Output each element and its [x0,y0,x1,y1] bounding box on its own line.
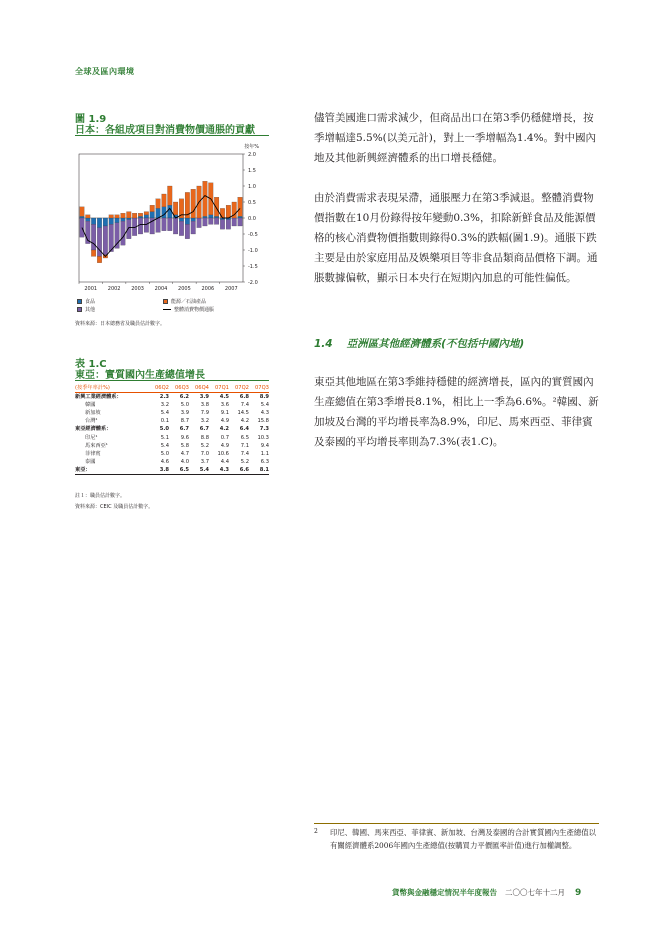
cell-value: 4.9 [220,442,229,449]
cell-value: 3.8 [200,402,209,409]
bar-segment [209,215,214,218]
bar-segment [185,218,190,224]
cell-value: 6.6 [229,466,249,475]
bar-segment [144,212,149,215]
cell-value: 7.9 [200,410,209,417]
y-tick-label: 1.0 [248,183,256,190]
cell-value: 6.3 [260,458,269,465]
bar-segment [226,220,231,230]
bar-segment [214,197,219,216]
bar-segment [203,181,208,216]
cell-value: 1.1 [260,450,269,457]
cell-value: 14.5 [237,410,249,417]
row-label: 韓國 [85,402,96,409]
table-header-col: 06Q2 [149,384,169,393]
table-header-col: 06Q4 [189,384,209,393]
bar-segment [173,202,178,215]
row-label: 新興工業經濟體系： [75,394,122,401]
legend-line-headline [163,309,171,310]
bar-segment [191,189,196,218]
cell-value: 6.5 [240,434,249,441]
cell-value: 9.4 [260,442,269,449]
bar-segment [232,218,237,226]
table-title: 東亞：實質國內生產總值增長 [75,370,205,381]
cell-value: 7.3 [259,426,269,433]
x-tick-label: 2006 [201,286,215,292]
cell-value: 15.8 [257,418,269,425]
bar-segment [97,256,102,262]
cell-value: 6.5 [169,466,189,475]
legend-swatch-food [77,299,82,304]
bar-segment [103,226,108,255]
bar-segment [109,224,114,251]
gdp-growth-table [75,384,269,475]
section-number: 1.4 [314,338,333,350]
bar-segment [179,218,184,221]
bar-segment [173,218,178,234]
figure-rule [75,135,269,136]
row-label: 馬來西亞¹ [85,442,108,449]
cell-value: 4.2 [219,426,229,433]
footnote-rule [314,823,599,824]
table-header-col: 07Q1 [209,384,229,393]
cell-value: 4.0 [180,458,189,465]
bar-segment [238,216,243,218]
row-label: 新加坡 [85,410,101,417]
page-footer [392,887,581,898]
x-tick-label: 2001 [84,286,98,292]
cell-value: 5.0 [160,450,169,457]
table-row [75,450,269,458]
bar-segment [103,218,108,226]
bar-segment [191,221,196,234]
table-row [75,458,269,466]
cell-value: 4.4 [220,458,229,465]
bar-segment [191,218,196,221]
row-label: 泰國 [85,458,96,465]
table-source: 資料來源：CEIC 及職員估計數字。 [75,504,154,510]
bar-segment [127,212,132,218]
footer-date: 二〇〇七年十二月 [505,888,565,897]
cell-value: 2.3 [159,394,169,401]
bar-segment [209,218,214,224]
cell-value: 5.4 [260,402,269,409]
table-row [75,401,269,409]
y-tick-label: 1.5 [248,167,256,174]
bar-segment [203,218,208,226]
bar-segment [144,215,149,218]
bar-segment [156,208,161,218]
table-row [75,425,269,433]
bar-segment [144,218,149,232]
x-tick-label: 2003 [131,286,144,292]
bar-segment [109,215,114,218]
legend-item-food [77,298,95,305]
footer-title: 貨幣與金融穩定情況半年度報告 [392,888,497,897]
bar-segment [156,218,161,232]
cell-value: 0.1 [160,418,169,425]
y-tick-label: 0.0 [248,215,256,222]
cell-value: 6.2 [179,394,189,401]
cell-value: 5.8 [180,442,189,449]
bar-segment [220,220,225,230]
x-tick-label: 2002 [107,286,121,292]
cell-value: 3.7 [200,458,209,465]
bar-segment [162,194,167,207]
body-paragraph-1: 儘管美國進口需求減少，但商品出口在第3季仍穩健增長，按季增幅達5.5%(以美元計)，對上一季增幅為1.4%。對中國內地及其他新興經濟體系的出口增長穩健。 [314,112,597,164]
bar-segment [80,207,85,217]
figure-source: 資料來源：日本總務省及職員估計數字。 [75,321,166,327]
y-tick-label: 0.5 [248,199,256,206]
cell-value: 3.9 [180,410,189,417]
body-paragraph-2: 由於消費需求表現呆滯，通脹壓力在第3季減退。整體消費物價指數在10月份錄得按年變動0.3%，扣除新鮮食品及能源價格的核心消費物價指數則錄得0.3%的跌幅(圖1.9)。通脹下跌主要是由於家庭用品及娛樂項目等非食品類商品價格下調。通脹數據偏軟，顯示日本央行在短期內加息的可能性偏低。 [314,192,598,284]
bar-segment [91,224,96,250]
bar-segment [132,213,137,218]
cell-value: 3.2 [200,418,209,425]
cell-value: 9.1 [220,410,229,417]
footnote-mark: 2 [314,828,318,835]
figure-number: 圖 1.9 [75,114,107,125]
legend-swatch-other [77,307,82,312]
y-tick-label: -1.5 [248,263,258,270]
bar-segment [168,218,173,231]
cell-value: 5.2 [240,458,249,465]
cell-value: 4.7 [180,450,189,457]
bar-segment [162,218,167,231]
bar-segment [115,218,120,223]
figure-title: 日本：各組成項目對消費物價通脹的貢獻 [75,125,255,136]
cell-value: 8.9 [259,394,269,401]
cell-value: 8.7 [180,418,189,425]
legend-label-energy: 能源／石油產品 [171,299,207,305]
cell-value: 10.6 [217,450,229,457]
table-header-col: 07Q3 [249,384,269,393]
x-tick-label: 2005 [178,286,191,292]
table-row [75,417,269,425]
footnote-text: 印尼、韓國、馬來西亞、菲律賓、新加坡、台灣及泰國的合計實質國內生產總值以有關經濟體系2006年國內生產總值(按購買力平價匯率計值)進行加權調整。 [330,828,597,850]
row-label: 東亞經濟體系： [75,426,112,433]
table-row [75,466,269,475]
y-tick-label: -1.0 [248,247,258,254]
bar-segment [150,212,155,218]
table-row [75,409,269,417]
cell-value: 6.7 [179,426,189,433]
cell-value: 5.0 [159,426,169,433]
body-paragraph-3: 東亞其他地區在第3季維持穩健的經濟增長，區內的實質國內生產總值在第3季增長8.1%，相比上一季為6.6%。²韓國、新加坡及台灣的平均增長率為8.9%，印尼、馬來西亞、菲律賓及泰國的平均增長率則為7.3%(表1.C)。 [314,376,599,448]
x-tick-label: 2007 [224,286,238,292]
bar-segment [127,220,132,239]
bar-segment [197,218,202,228]
cell-value: 5.4 [160,442,169,449]
bar-segment [185,224,190,238]
table-rule [75,380,269,381]
table-number: 表 1.C [75,359,107,370]
cell-value: 4.5 [219,394,229,401]
table-header-unit: (按季年率計%) [75,384,149,393]
section-header: 全球及區內環境 [75,67,135,76]
legend-item-other [77,306,95,313]
legend-label-headline: 整體消費物價通脹 [174,307,215,313]
bar-segment [220,208,225,218]
bar-segment [138,216,143,218]
cell-value: 4.2 [240,418,249,425]
legend-item-energy [163,298,206,305]
bar-segment [80,216,85,218]
bar-segment [168,186,173,205]
bar-segment [238,197,243,216]
bar-segment [86,215,91,218]
bar-segment [214,218,219,224]
cell-value: 3.2 [160,402,169,409]
cell-value: 6.8 [239,394,249,401]
table-note: 註１：職員估計數字。 [75,493,126,499]
bar-segment [109,218,114,224]
bar-segment [138,213,143,216]
bar-segment [226,205,231,218]
cell-value: 7.1 [240,442,249,449]
y-axis-label: 按年% [244,144,259,150]
page-number: 9 [575,888,582,898]
cell-value: 4.3 [260,410,269,417]
bar-segment [115,215,120,218]
bar-segment [97,218,102,228]
bar-segment [80,218,85,237]
bar-segment [179,221,184,235]
table-row [75,442,269,450]
bar-segment [156,199,161,209]
table-row [75,434,269,442]
bar-segment [238,218,243,226]
section-heading [314,336,524,351]
cell-value: 4.3 [209,466,229,475]
table-row [75,393,269,402]
bar-segment [121,221,126,245]
bar-segment [121,213,126,218]
x-tick-label: 2004 [154,286,168,292]
bar-segment [138,218,143,234]
row-label: 台灣¹ [85,418,98,425]
section-title: 亞洲區其他經濟體系(不包括中國內地) [346,338,525,350]
row-label: 菲律賓 [85,450,101,457]
cell-value: 5.4 [189,466,209,475]
cell-value: 5.0 [180,402,189,409]
cell-value: 8.8 [200,434,209,441]
cell-value: 3.9 [199,394,209,401]
cell-value: 6.7 [199,426,209,433]
y-tick-label: -0.5 [248,231,258,238]
y-tick-label: -2.0 [248,279,258,286]
bar-segment [91,218,96,224]
cell-value: 5.2 [200,442,209,449]
bar-segment [150,205,155,211]
legend-swatch-energy [163,299,168,304]
cell-value: 3.6 [220,402,229,409]
cell-value: 7.0 [200,450,209,457]
table-header-row [75,384,269,393]
y-tick-label: 2.0 [248,151,256,158]
cell-value: 4.6 [160,458,169,465]
bar-segment [127,218,132,220]
cell-value: 0.7 [220,434,229,441]
bar-segment [121,218,126,221]
row-label: 印尼¹ [85,434,98,441]
cell-value: 6.4 [239,426,249,433]
bar-segment [86,218,91,221]
bar-segment [203,216,208,218]
table-header-col: 06Q3 [169,384,189,393]
cell-value: 8.1 [249,466,269,475]
legend-item-headline [163,306,214,313]
table-header-col: 07Q2 [229,384,249,393]
cell-value: 9.6 [180,434,189,441]
legend-label-food: 食品 [85,299,96,305]
cell-value: 5.4 [160,410,169,417]
chart-legend [75,297,269,317]
bar-segment [214,216,219,218]
row-label: 東亞： [75,466,149,475]
bar-segment [91,250,96,256]
cpi-contribution-chart [75,140,269,302]
cell-value: 7.4 [240,402,249,409]
legend-label-other: 其他 [85,307,96,313]
cell-value: 5.1 [160,434,169,441]
cell-value: 7.4 [240,450,249,457]
cell-value: 4.9 [220,418,229,425]
cell-value: 10.3 [257,434,269,441]
bar-segment [115,223,120,249]
cell-value: 3.8 [149,466,169,475]
